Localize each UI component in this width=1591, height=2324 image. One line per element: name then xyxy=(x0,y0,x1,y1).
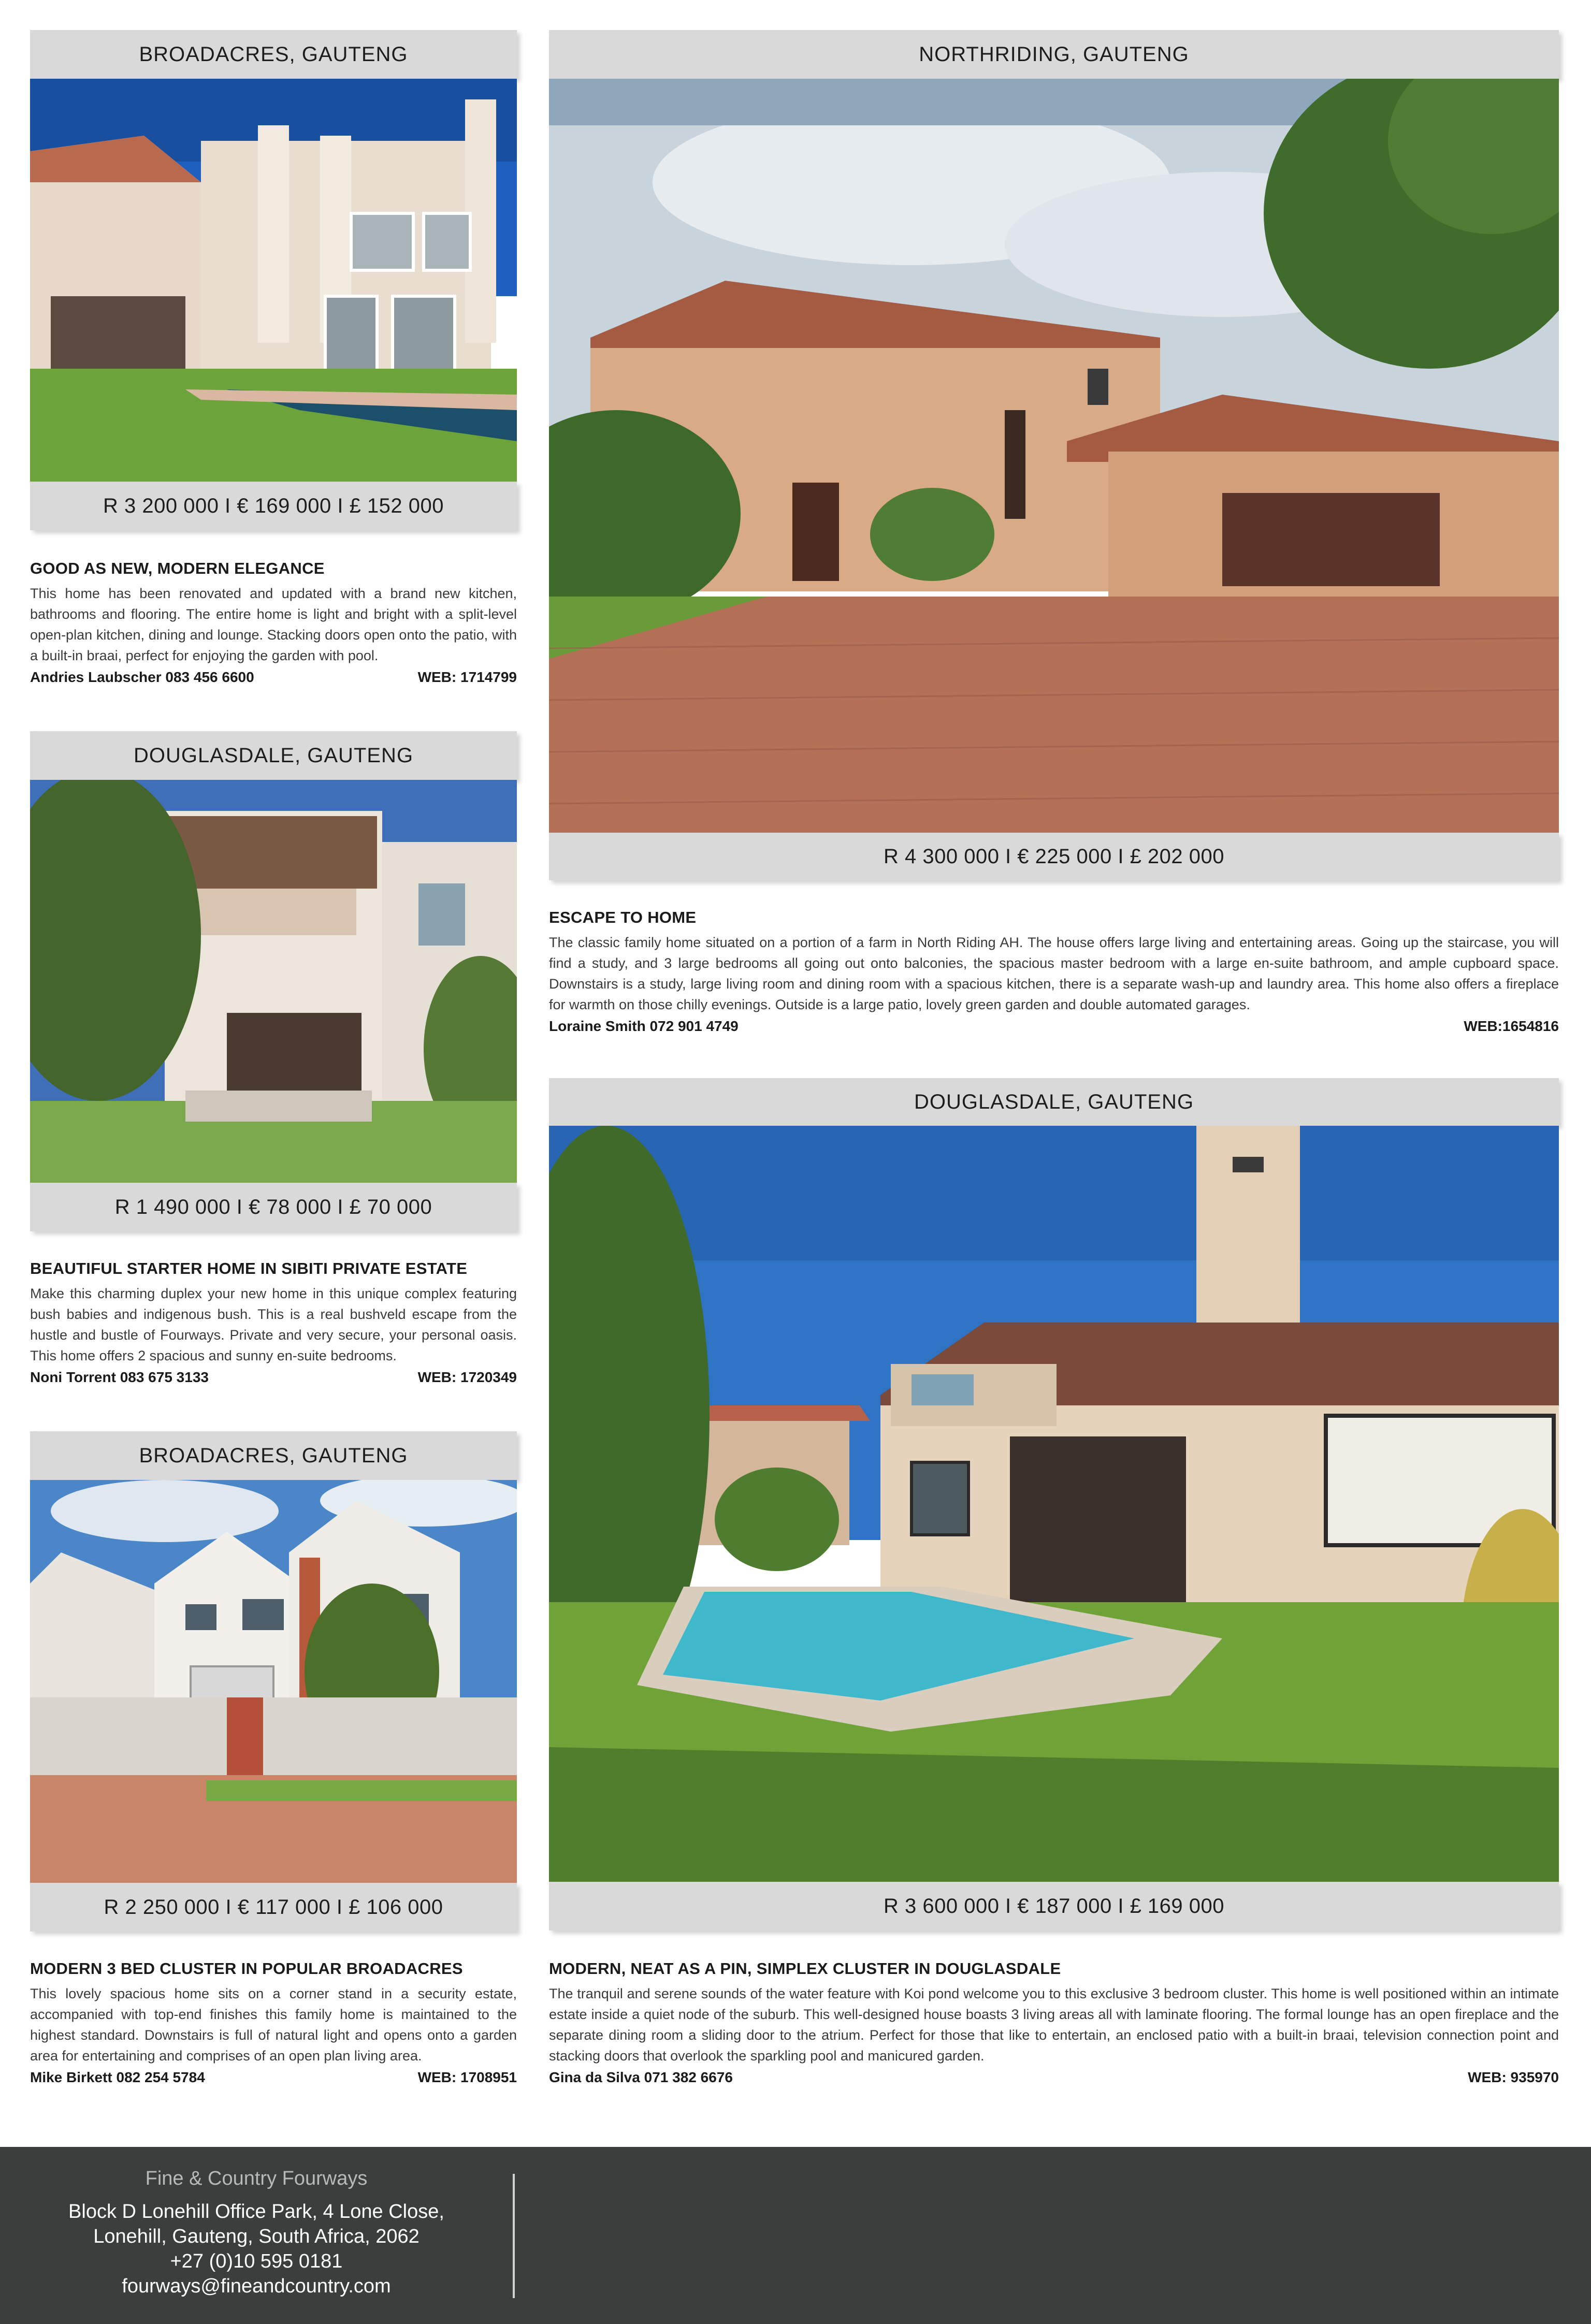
listing-4-photo xyxy=(549,1126,1559,1882)
listing-2-title: ESCAPE TO HOME xyxy=(549,908,697,926)
listing-1-description: This home has been renovated and updated with a brand new kitchen, bathrooms and flooring. The entire home is light and bright with a split-level open-plan kitchen, dining and lounge. Stacking doors open onto the patio, with a built-in braai, perfect for enjoying the garden with pool. xyxy=(30,586,517,663)
listing-4-description: The tranquil and serene sounds of the water feature with Koi pond welcome you to this exclusive 3 bedroom cluster. This home is well positioned within an intimate estate inside a quiet node of the suburb. This well-designed house boasts 3 living areas all with laminate flooring. The formal lounge has an open fireplace and the separate dining room a sliding door to the atrium. Perfect for those that like to entertain, an enclosed patio with a built-in braai, television connection point and stacking doors that overlook the sparkling pool and manicured garden. xyxy=(549,1986,1559,2064)
listing-2-location: NORTHRIDING, GAUTENG xyxy=(549,30,1559,79)
listing-3-web: WEB: 1720349 xyxy=(417,1369,517,1385)
listing-3-photo xyxy=(30,780,517,1183)
listing-2-photo xyxy=(549,79,1559,833)
listing-5-location: BROADACRES, GAUTENG xyxy=(30,1431,517,1480)
listing-4-title: MODERN, NEAT AS A PIN, SIMPLEX CLUSTER IN DOUGLASDALE xyxy=(549,1959,1061,1978)
footer-phone: +27 (0)10 595 0181 xyxy=(170,2250,343,2272)
listing-3-location: DOUGLASDALE, GAUTENG xyxy=(30,731,517,780)
listing-3-title: BEAUTIFUL STARTER HOME IN SIBITI PRIVATE ESTATE xyxy=(30,1259,468,1277)
listing-2-agent: Loraine Smith 072 901 4749 xyxy=(549,1018,739,1034)
listing-4-location: DOUGLASDALE, GAUTENG xyxy=(549,1078,1559,1126)
listing-3-price: R 1 490 000 I € 78 000 I £ 70 000 xyxy=(30,1183,517,1231)
listing-1-price: R 3 200 000 I € 169 000 I £ 152 000 xyxy=(30,482,517,530)
listing-1-agent: Andries Laubscher 083 456 6600 xyxy=(30,669,254,685)
listing-5-title: MODERN 3 BED CLUSTER IN POPULAR BROADACRES xyxy=(30,1959,463,1978)
listing-5-photo xyxy=(30,1480,517,1883)
footer xyxy=(0,2147,1591,2324)
listing-2-web: WEB:1654816 xyxy=(1464,1018,1559,1034)
footer-email[interactable]: fourways@fineandcountry.com xyxy=(122,2275,391,2297)
listing-1-photo xyxy=(30,79,517,482)
footer-brand: Fine & Country Fourways xyxy=(145,2168,368,2189)
listing-1-location: BROADACRES, GAUTENG xyxy=(30,30,517,79)
listing-2-price: R 4 300 000 I € 225 000 I £ 202 000 xyxy=(549,833,1559,880)
footer-address-line-2: Lonehill, Gauteng, South Africa, 2062 xyxy=(93,2226,420,2247)
listing-5-price: R 2 250 000 I € 117 000 I £ 106 000 xyxy=(30,1883,517,1931)
listing-5-web: WEB: 1708951 xyxy=(417,2069,517,2085)
listing-4-agent: Gina da Silva 071 382 6676 xyxy=(549,2069,733,2085)
listing-4-web: WEB: 935970 xyxy=(1468,2069,1559,2085)
listing-1-web: WEB: 1714799 xyxy=(417,669,517,685)
listing-2-description: The classic family home situated on a portion of a farm in North Riding AH. The house offers large living and entertaining areas. Going up the staircase, you will find a study, and 3 large bedrooms all going out onto balconies, the spacious master bedroom with a large en-suite bathroom, and ample cupboard space. Downstairs is a study, large living room and dining room with a spacious kitchen, there is a separate wash-up and laundry area. This home also offers a fireplace for warmth on those chilly evenings. Outside is a large patio, lovely green garden and double automated garages. xyxy=(549,935,1559,1012)
listing-3-agent: Noni Torrent 083 675 3133 xyxy=(30,1369,209,1385)
listing-1-title: GOOD AS NEW, MODERN ELEGANCE xyxy=(30,559,325,577)
listing-4-price: R 3 600 000 I € 187 000 I £ 169 000 xyxy=(549,1882,1559,1930)
footer-address-line-1: Block D Lonehill Office Park, 4 Lone Close, xyxy=(68,2201,444,2223)
listing-3-description: Make this charming duplex your new home in this unique complex featuring bush babies and indigenous bush. This is a real bushveld escape from the hustle and bustle of Fourways. Private and very secure, your personal oasis. This home offers 2 spacious and sunny en-suite bedrooms. xyxy=(30,1286,517,1363)
footer-divider xyxy=(513,2174,515,2298)
listing-5-agent: Mike Birkett 082 254 5784 xyxy=(30,2069,205,2085)
listing-5-description: This lovely spacious home sits on a corner stand in a security estate, accompanied with top-end finishes this family home is maintained to the highest standard. Downstairs is full of natural light and opens onto a garden area for entertaining and comprises of an open plan living area. xyxy=(30,1986,517,2064)
